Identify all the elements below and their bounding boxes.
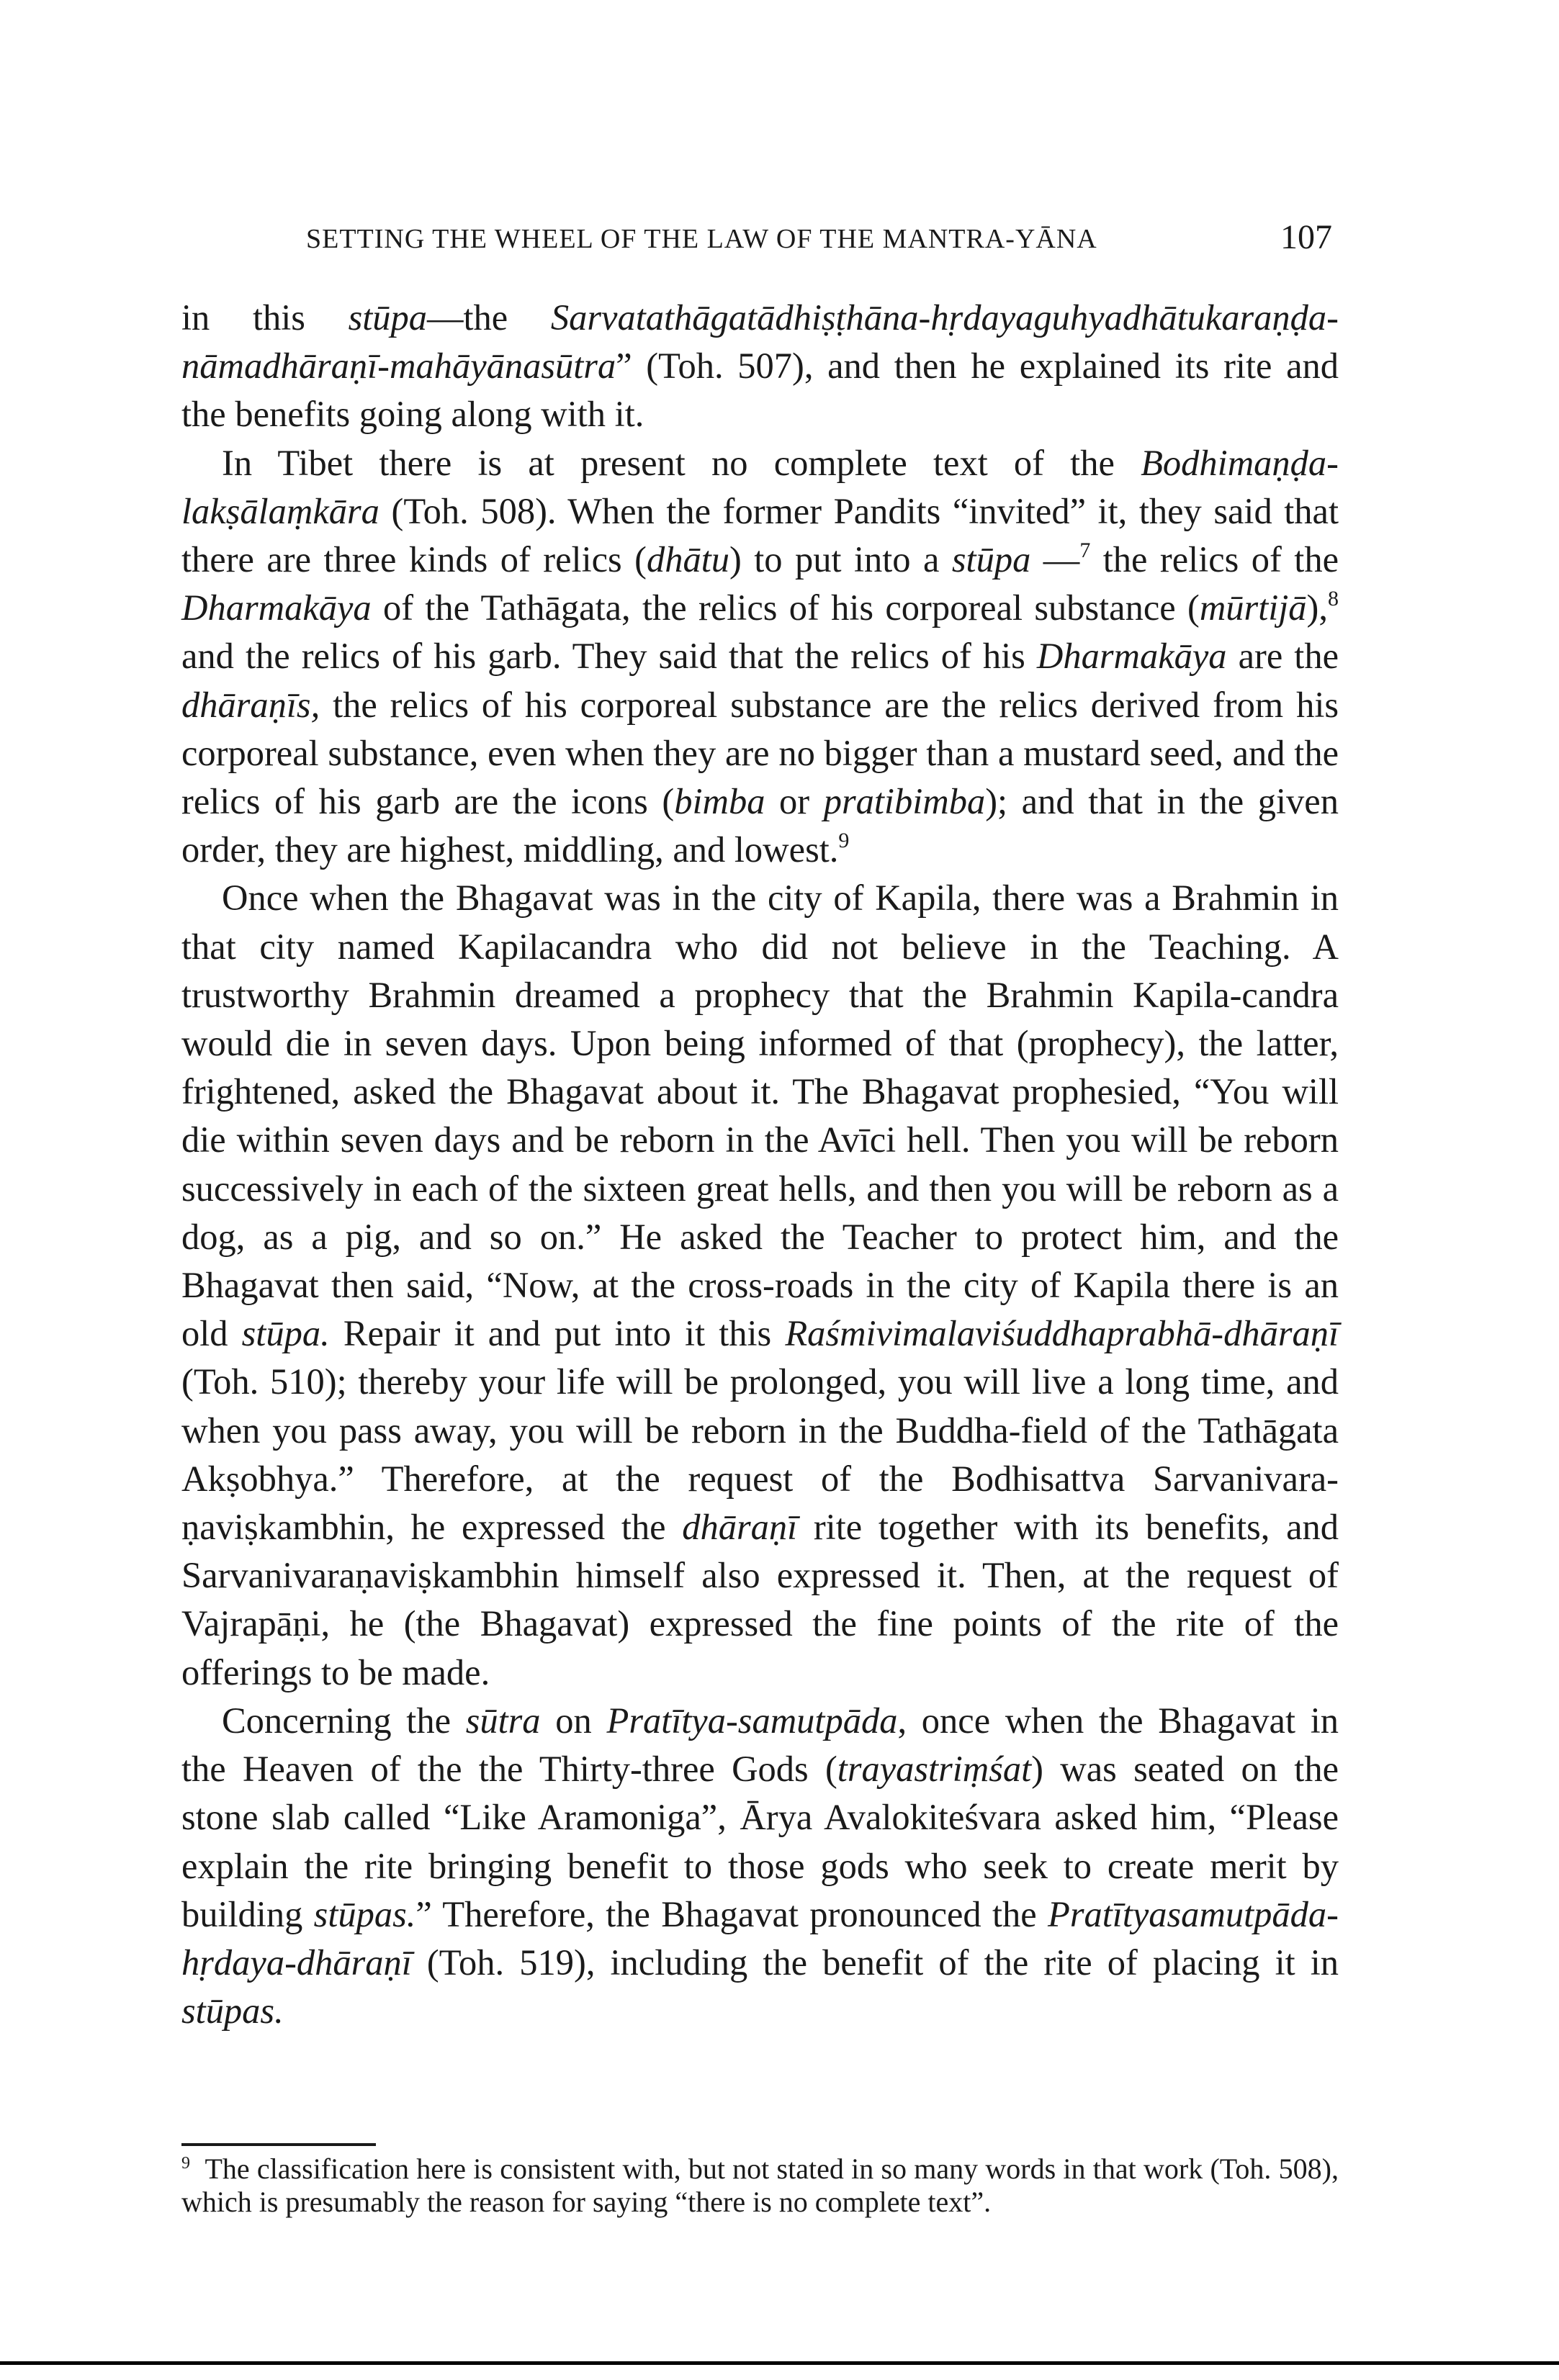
italic-title: Pratītyasamutpāda-hṛdaya-dhāraṇī [181, 1893, 1339, 1983]
italic-term: pratibimba [823, 781, 986, 822]
italic-term: bimba [674, 781, 765, 822]
italic-title: Bodhimaṇḍa-lakṣālaṃkāra [181, 442, 1339, 531]
italic-term: dhātu [646, 539, 729, 580]
italic-term: stūpa. [241, 1313, 330, 1354]
footnote-divider [181, 2143, 376, 2146]
text-run: , once when the Bhagavat in the Heaven of the the Thirty-three Gods ( [181, 1700, 1339, 1790]
italic-title: Sarvatathāgatādhiṣṭhāna-hṛdayaguhyadhātukaraṇḍa-nāmadhāraṇī-mahāyānasūtra [181, 297, 1339, 387]
paragraph-1 [181, 294, 1339, 439]
italic-term: stūpa [348, 297, 428, 338]
text-run: and the relics of his garb. They said that the relics of his [181, 636, 1037, 677]
text-run: in this [181, 297, 349, 338]
text-run: ), [1306, 587, 1328, 628]
italic-title: Raśmivimalaviśuddhaprabhā-dhāraṇī [785, 1313, 1339, 1354]
footnote-9 [181, 2153, 1339, 2219]
footnote-ref-8: 8 [1328, 587, 1339, 611]
italic-term: sūtra [465, 1700, 541, 1741]
footnote-ref-9: 9 [838, 829, 850, 853]
italic-term: dhāraṇī [682, 1507, 798, 1548]
italic-term: Dharmakāya [1036, 636, 1227, 677]
text-run: — [1030, 539, 1080, 580]
page-number: 107 [1280, 218, 1332, 256]
footnote-marker: 9 [181, 2154, 190, 2173]
text-run: Once when the Bhagavat was in the city of Kapila, there was a Brahmin in that city named Kapilacandra who did not believe in the Teaching. A trustworthy Brahmin dreamed a prophecy that the Brahmin Kapila-candra would die in seven days. Upon being informed of that (prophecy), the latter, frightened, asked the Bhagavat about it. The Bhagavat prophesied, “You will die within seven days and be reborn in the Avīci hell. Then you will be reborn successively in each of the sixteen great hells, and then you will be reborn as a dog, as a pig, and so on.” He asked the Teacher to protect him, and the Bhagavat then said, “Now, at the cross-roads in the city of Kapila there is an old [181, 878, 1339, 1354]
text-run: are the [1226, 636, 1339, 677]
paragraph-4 [181, 1697, 1339, 2035]
text-run: ) was seated on the stone slab called “Like Aramoniga”, Ārya Avalokiteśvara asked him, “Please explain the rite bringing benefit to those gods who seek to create merit by building [181, 1749, 1339, 1934]
body-text [181, 294, 1339, 2035]
text-run: the relics of the [1090, 539, 1339, 580]
italic-term: dhāraṇīs, [181, 684, 320, 725]
paragraph-2 [181, 439, 1339, 875]
italic-term: Pratītya-samutpāda [606, 1700, 898, 1741]
running-head: SETTING THE WHEEL OF THE LAW OF THE MANTRA-YĀNA [306, 224, 1097, 254]
italic-term: trayastriṃśat [837, 1749, 1032, 1790]
italic-term: stūpa [951, 539, 1031, 580]
text-run: ) to put into a [729, 539, 952, 580]
text-run: (Toh. 508). When the former Pandits “invited” it, they said that there are three kinds of relics ( [181, 490, 1339, 580]
text-run: In Tibet there is at present no complete text of the [222, 442, 1141, 483]
footnote-ref-7: 7 [1079, 538, 1091, 563]
text-run: of the Tathāgata, the relics of his corporeal substance ( [371, 587, 1200, 628]
italic-term: Dharmakāya [181, 587, 372, 628]
text-run: Concerning the [222, 1700, 466, 1741]
text-run: the relics of his corporeal substance are the relics derived from his corporeal substance, even when they are no bigger than a mustard seed, and the relics of his garb are the icons ( [181, 684, 1339, 822]
text-run: on [540, 1700, 607, 1741]
paragraph-3 [181, 874, 1339, 1696]
text-run: (Toh. 510); thereby your life will be prolonged, you will live a long time, and when you pass away, you will be reborn in the Buddha-field of the Tathāgata Akṣobhya.” Therefore, at the request of the Bodhisattva Sarvanivara-ṇaviṣkambhin, he expressed the [181, 1361, 1339, 1548]
text-run: ” (Toh. 507), and then he explained its rite and the benefits going along with it. [181, 346, 1339, 435]
text-run: Repair it and put into it this [329, 1313, 786, 1354]
text-run: or [765, 781, 824, 822]
italic-term: mūrtijā [1199, 587, 1307, 628]
italic-term: stūpas. [313, 1893, 416, 1934]
italic-term: stūpas. [181, 1991, 284, 2032]
text-run: ); and that in the given order, they are highest, middling, and lowest. [181, 781, 1339, 870]
text-run: (Toh. 519), including the benefit of the rite of placing it in [411, 1942, 1339, 1983]
text-run: rite together with its benefits, and Sarvanivaraṇaviṣkambhin himself also expressed it. Then, at the request of Vajrapāṇi, he (the Bhagavat) expressed the fine points of the rite of the offerings to be made. [181, 1507, 1339, 1692]
footnote-text: The classification here is consistent with, but not stated in so many words in that work (Toh. 508), which is presumably the reason for saying “there is no complete text”. [181, 2153, 1339, 2218]
scan-edge [0, 2361, 1559, 2365]
text-run: ” Therefore, the Bhagavat pronounced the [415, 1893, 1048, 1934]
text-run: —the [427, 297, 551, 338]
